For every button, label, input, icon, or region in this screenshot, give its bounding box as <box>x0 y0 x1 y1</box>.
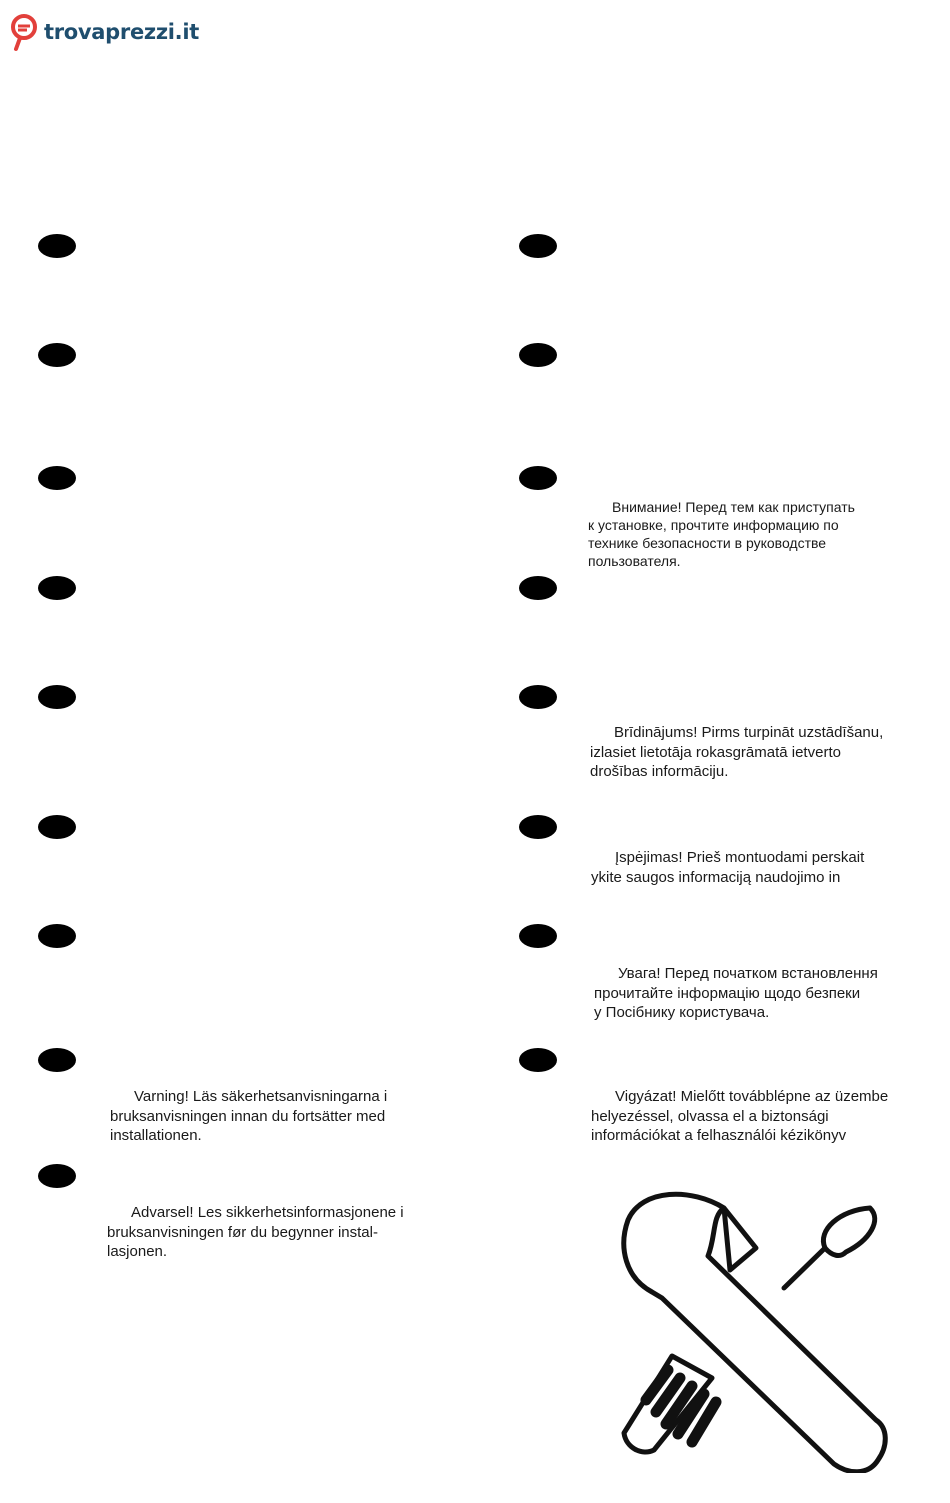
warning-line: lasjonen. <box>107 1243 168 1260</box>
warning-lt <box>591 848 910 887</box>
wrench-screwdriver-icon <box>612 1188 912 1473</box>
warning-line: пользователя. <box>588 553 681 569</box>
brand-name: trovaprezzi.it <box>44 20 199 44</box>
warning-line: Brīdinājums! Pirms turpināt uzstādīšanu, <box>614 724 884 741</box>
warning-uk <box>594 964 916 1023</box>
language-marker <box>519 815 557 839</box>
language-marker <box>38 1164 76 1188</box>
language-marker <box>38 576 76 600</box>
warning-line: ykite saugos informaciją naudojimo in <box>591 868 841 886</box>
warning-line: drošības informāciju. <box>590 763 729 780</box>
language-marker <box>519 234 557 258</box>
warning-line: Внимание! Перед тем как приступать <box>612 499 855 515</box>
warning-line: bruksanvisningen innan du fortsätter med <box>110 1107 386 1125</box>
language-marker <box>38 924 76 948</box>
warning-ru <box>588 498 886 570</box>
language-marker <box>519 466 557 490</box>
language-marker <box>519 924 557 948</box>
warning-line: у Посібнику користувача. <box>594 1004 770 1021</box>
language-marker <box>519 343 557 367</box>
warning-line: izlasiet lietotāja rokasgrāmatā ietverto <box>590 743 841 761</box>
warning-line: к установке, прочтите информацию по <box>588 517 839 533</box>
language-marker <box>38 815 76 839</box>
warning-line: Varning! Läs säkerhetsanvisningarna i <box>134 1088 388 1105</box>
warning-lv <box>590 723 910 782</box>
warning-line: прочитайте інформацію щодо безпеки <box>594 984 861 1002</box>
warning-line: Advarsel! Les sikkerhetsinformasjonene i <box>131 1204 404 1221</box>
brand-logo[interactable] <box>10 12 199 52</box>
warning-sv <box>110 1087 430 1146</box>
warning-line: információkat a felhasználói kézikönyv <box>591 1127 847 1144</box>
warning-line: bruksanvisningen før du begynner instal- <box>107 1223 378 1241</box>
warning-line: installationen. <box>110 1127 202 1144</box>
warning-line: Увага! Перед початком встановлення <box>618 965 878 982</box>
warning-no <box>107 1203 429 1262</box>
language-marker <box>38 234 76 258</box>
warning-line: Įspėjimas! Prieš montuodami perskait <box>615 849 865 866</box>
language-marker <box>38 343 76 367</box>
language-marker <box>519 576 557 600</box>
language-marker <box>519 685 557 709</box>
warning-hu <box>591 1087 916 1146</box>
trovaprezzi-logo-icon <box>10 12 40 52</box>
language-marker <box>38 685 76 709</box>
warning-line: helyezéssel, olvassa el a biztonsági <box>591 1107 829 1125</box>
language-marker <box>38 466 76 490</box>
warning-line: технике безопасности в руководстве <box>588 535 827 551</box>
language-marker <box>38 1048 76 1072</box>
language-marker <box>519 1048 557 1072</box>
warning-line: Vigyázat! Mielőtt továbblépne az üzembe <box>615 1088 889 1105</box>
